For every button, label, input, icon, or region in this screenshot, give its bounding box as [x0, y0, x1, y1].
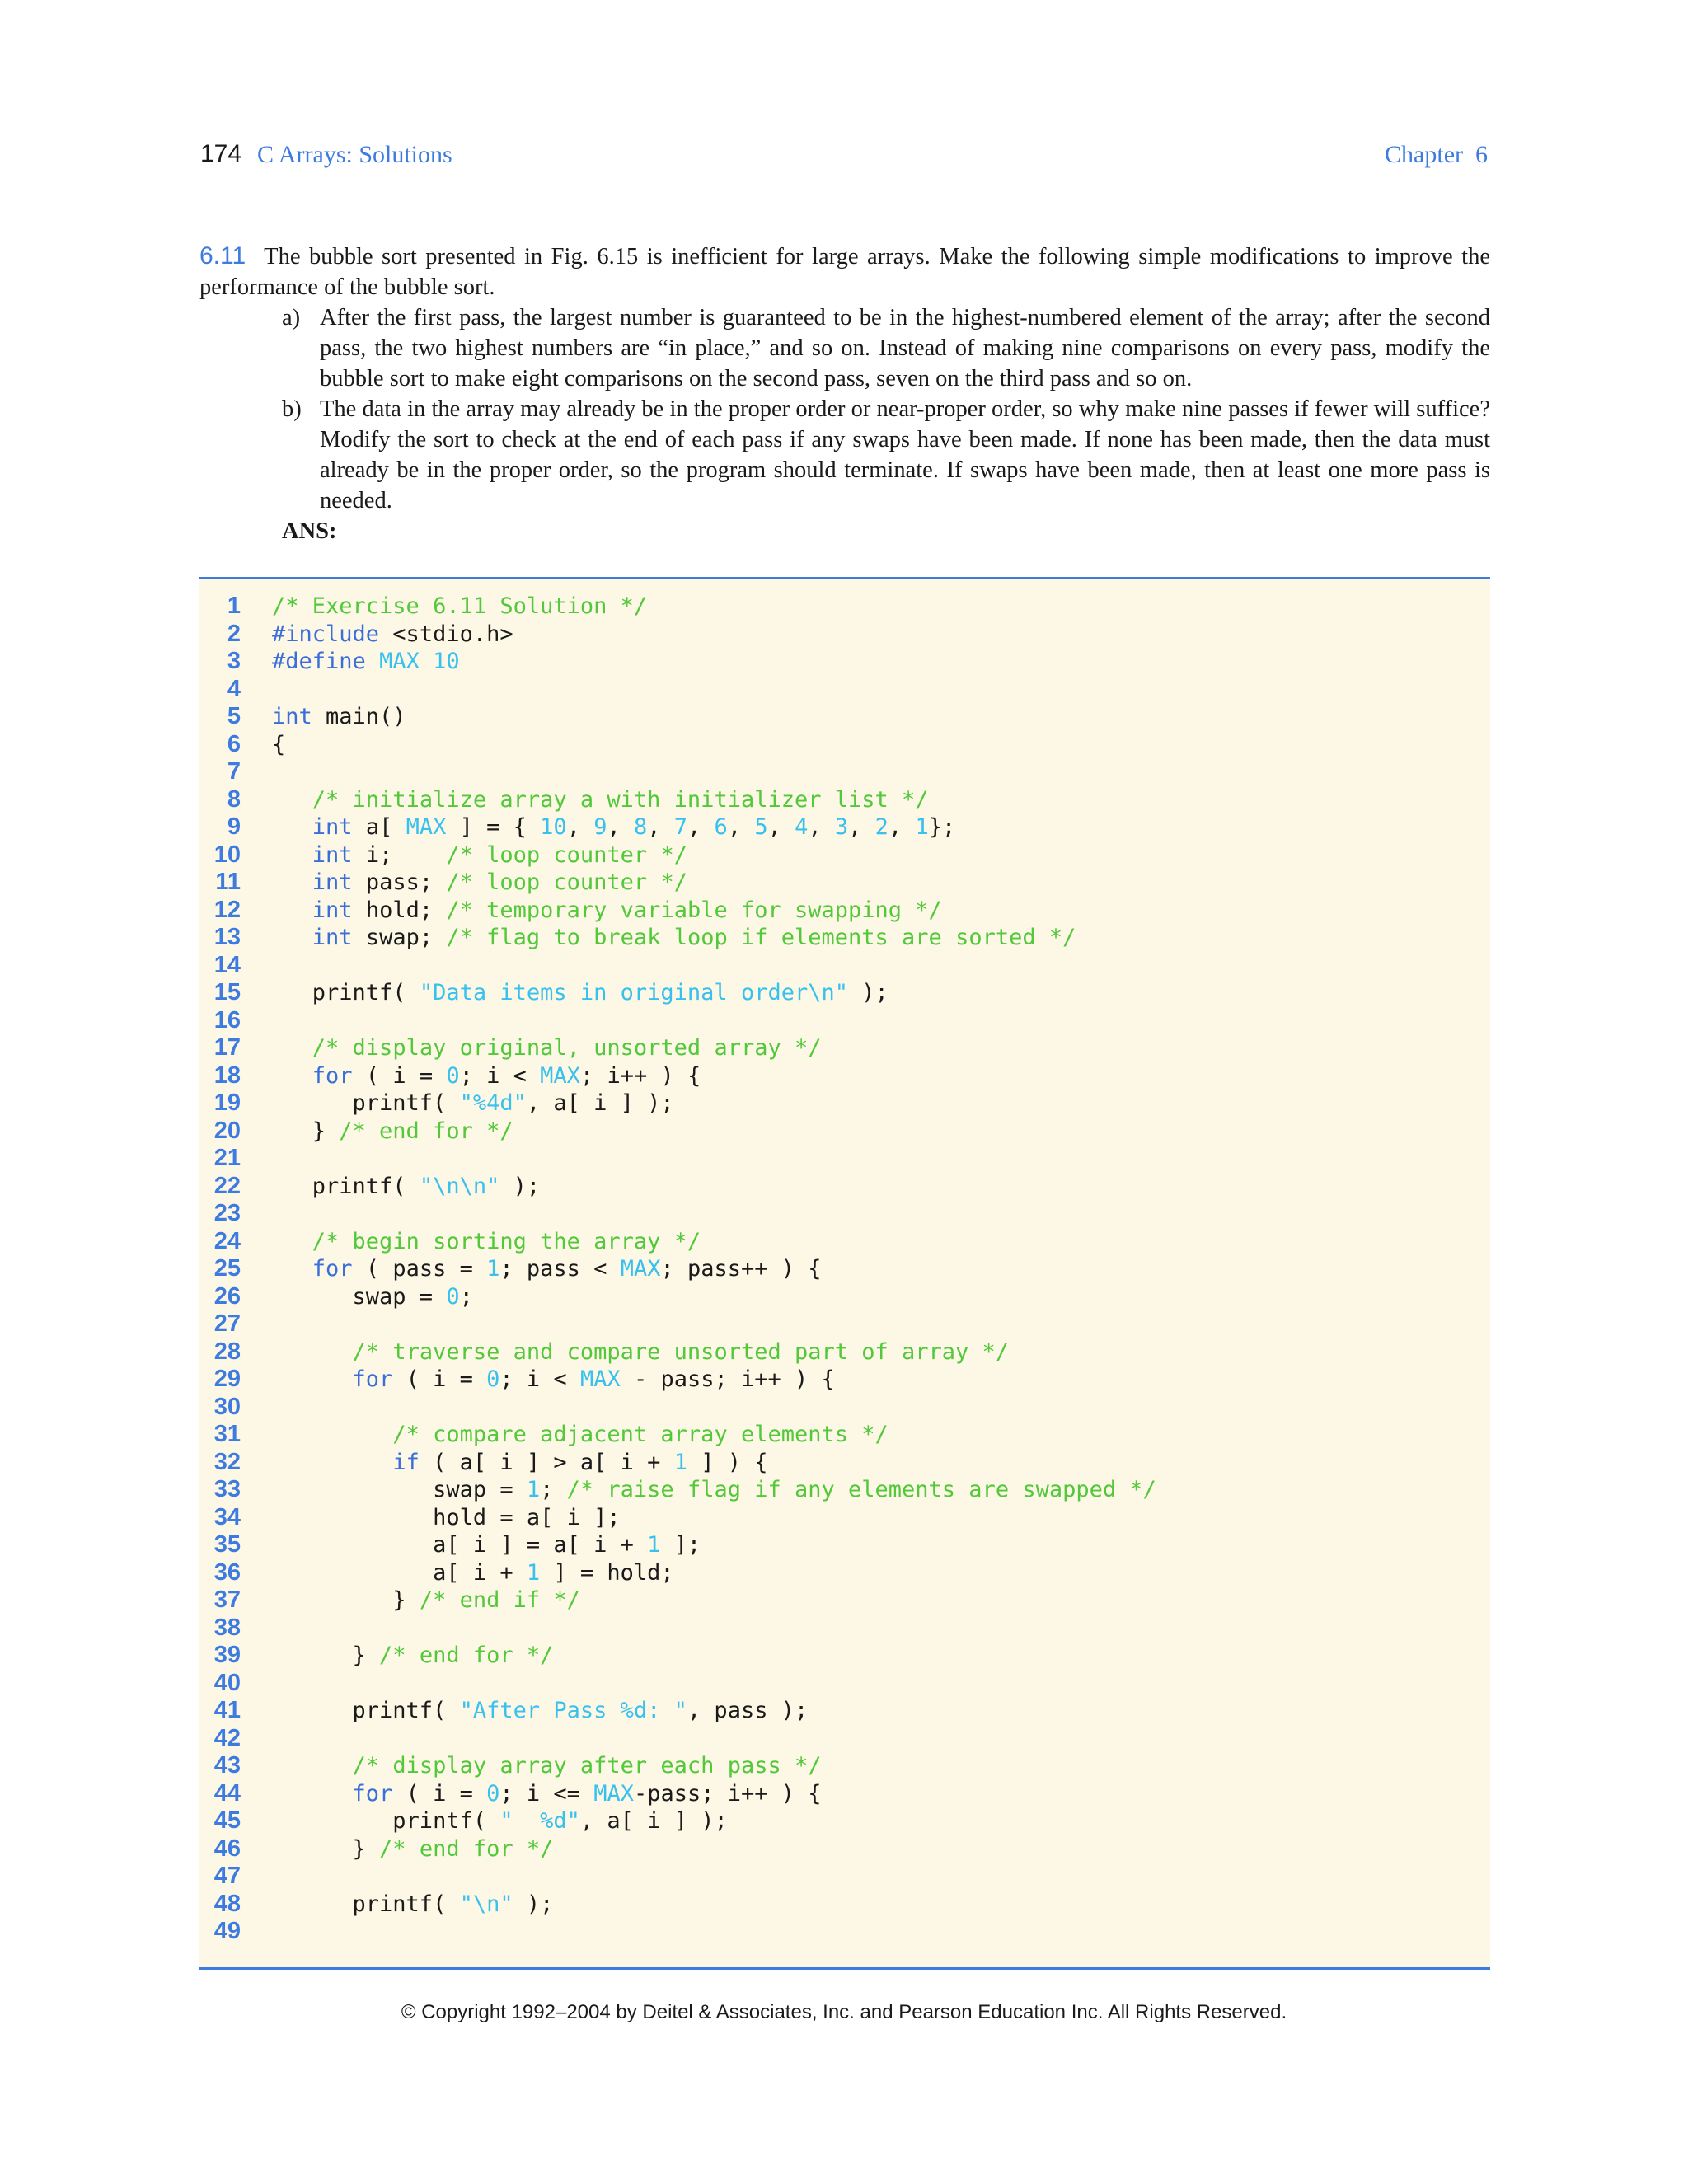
code-token: swap;	[352, 925, 447, 950]
line-number: 21	[213, 1145, 241, 1171]
code-text	[272, 1586, 580, 1615]
code-line	[199, 1835, 1490, 1863]
code-token: a[	[352, 814, 406, 840]
code-token: MAX	[540, 1062, 580, 1089]
code-token: ; i <=	[499, 1780, 594, 1807]
code-token: printf(	[272, 1090, 460, 1116]
code-token: int	[312, 925, 353, 950]
code-text	[272, 703, 406, 731]
code-line	[199, 1394, 1490, 1422]
code-token: ( i =	[392, 1366, 487, 1392]
line-number: 33	[213, 1476, 241, 1502]
code-token: {	[272, 731, 286, 757]
line-number: 39	[213, 1642, 241, 1668]
line-number: 44	[213, 1779, 241, 1807]
code-token: , a[ i ] );	[579, 1808, 728, 1834]
line-number: 13	[213, 924, 241, 950]
code-token	[272, 1366, 353, 1392]
line-number: 9	[227, 813, 241, 840]
exercise-6-11	[199, 241, 1490, 546]
code-line	[199, 648, 1490, 676]
code-token: 0	[446, 1062, 460, 1089]
line-number: 6	[227, 730, 241, 757]
code-text	[272, 1697, 808, 1725]
code-line	[199, 1918, 1490, 1946]
line-number: 19	[213, 1090, 241, 1116]
code-token: ( pass =	[352, 1256, 487, 1282]
code-line	[199, 1586, 1490, 1615]
code-token: if	[392, 1449, 420, 1475]
code-token: a[ i +	[272, 1559, 527, 1586]
code-token: /* display array after each pass */	[352, 1753, 822, 1779]
code-token	[272, 869, 312, 895]
exercise-part	[199, 394, 1490, 516]
code-token: /* display original, unsorted array */	[312, 1035, 822, 1061]
code-text	[272, 1421, 889, 1449]
code-token: ; pass <	[499, 1256, 621, 1282]
code-line	[199, 1007, 1490, 1035]
code-text	[272, 731, 285, 759]
code-token: "Data items in original order\n"	[419, 980, 848, 1005]
code-token: " %d"	[499, 1808, 580, 1834]
code-text	[272, 924, 1076, 952]
code-token: 1	[915, 814, 929, 840]
exercise-intro-text: The bubble sort presented in Fig. 6.15 is inefficient for large arrays. Make the following simple modifications to improve the performance of the bubble sort.	[199, 244, 1490, 300]
code-token: MAX	[579, 1366, 621, 1392]
code-line	[199, 676, 1490, 704]
code-token	[272, 1339, 353, 1365]
code-line	[199, 1642, 1490, 1670]
page-number: 174	[200, 140, 242, 167]
code-token: for	[352, 1366, 393, 1392]
code-token: /* flag to break loop if elements are sorted */	[446, 925, 1076, 950]
code-line	[199, 1283, 1490, 1311]
code-line	[199, 621, 1490, 649]
code-token: ;	[459, 1283, 473, 1310]
code-line	[199, 731, 1490, 759]
code-text	[272, 786, 929, 814]
code-line	[199, 593, 1490, 621]
answer-label: ANS:	[282, 518, 337, 544]
code-token: - pass; i++ ) {	[620, 1366, 835, 1392]
code-token: /* compare adjacent array elements */	[392, 1422, 889, 1447]
line-number: 42	[213, 1724, 241, 1751]
code-line	[199, 924, 1490, 952]
code-token: MAX	[593, 1780, 634, 1807]
code-line	[199, 1034, 1490, 1062]
code-token: 1	[526, 1559, 541, 1586]
code-line	[199, 1338, 1490, 1366]
code-line	[199, 979, 1490, 1007]
code-token	[272, 1450, 392, 1475]
code-token: /* end for */	[339, 1118, 513, 1144]
code-token: ( a[ i ] > a[ i +	[419, 1449, 674, 1475]
code-line	[199, 1807, 1490, 1835]
code-token	[272, 787, 312, 813]
line-number: 5	[227, 703, 241, 729]
code-token: 0	[446, 1283, 460, 1310]
code-token: /* initialize array a with initializer list */	[312, 786, 929, 813]
code-token: ,	[647, 814, 674, 840]
code-line	[199, 1173, 1490, 1201]
code-token: hold = a[ i ];	[272, 1504, 621, 1530]
line-number: 12	[213, 896, 241, 923]
code-token: int	[312, 897, 353, 923]
line-number: 7	[227, 758, 241, 785]
line-number: 22	[213, 1172, 241, 1199]
line-number: 11	[215, 869, 241, 895]
code-text	[272, 1752, 822, 1780]
code-token: for	[352, 1780, 393, 1807]
line-number: 26	[213, 1282, 241, 1310]
code-token: i;	[352, 841, 447, 868]
exercise-part	[199, 302, 1490, 394]
code-text	[272, 1034, 822, 1062]
code-token	[272, 1422, 392, 1447]
code-line	[199, 1476, 1490, 1504]
line-number: 32	[213, 1448, 241, 1475]
line-number: 17	[213, 1034, 241, 1061]
code-text	[272, 1780, 822, 1808]
code-token: int	[272, 704, 312, 729]
code-token: ];	[660, 1532, 701, 1558]
code-token: /* Exercise 6.11 Solution */	[272, 593, 648, 619]
code-token: 0	[486, 1780, 500, 1807]
code-token: MAX	[406, 814, 447, 840]
code-token: <stdio.h>	[379, 621, 513, 647]
code-token: , pass );	[687, 1698, 809, 1723]
code-text	[272, 1255, 822, 1283]
code-token: }	[272, 1587, 420, 1613]
code-line	[199, 703, 1490, 731]
line-number: 20	[213, 1117, 241, 1144]
code-token: ,	[727, 814, 755, 840]
code-text	[272, 1642, 553, 1670]
line-number: 45	[213, 1807, 241, 1834]
code-text	[272, 869, 687, 897]
code-line	[199, 1200, 1490, 1228]
code-token: }	[272, 1835, 380, 1862]
code-token: MAX	[620, 1256, 661, 1282]
line-number: 46	[213, 1835, 241, 1862]
code-line	[199, 1891, 1490, 1919]
code-token	[272, 925, 312, 950]
code-token: printf(	[272, 1698, 460, 1723]
code-token: ; i <	[459, 1062, 541, 1089]
code-token: 0	[486, 1366, 500, 1392]
code-text	[272, 1228, 701, 1256]
line-number: 38	[213, 1614, 241, 1641]
code-line	[199, 1449, 1490, 1477]
code-token: "%4d"	[459, 1090, 527, 1116]
code-token: "\n"	[459, 1891, 513, 1917]
code-token: /* traverse and compare unsorted part of array */	[352, 1338, 1010, 1365]
line-number: 4	[227, 675, 241, 702]
code-token: for	[312, 1256, 353, 1282]
line-number: 48	[213, 1890, 241, 1917]
code-token: ] = hold;	[540, 1559, 674, 1586]
code-line	[199, 1310, 1490, 1338]
line-number: 31	[213, 1421, 241, 1447]
code-token: /* end for */	[379, 1643, 554, 1668]
code-token: 1	[486, 1256, 500, 1282]
code-token: 7	[673, 814, 688, 840]
code-token: hold;	[352, 897, 447, 923]
code-token: 3	[834, 814, 849, 840]
code-token: printf(	[272, 1891, 460, 1917]
code-token: ,	[808, 814, 835, 840]
code-line	[199, 1559, 1490, 1587]
code-token: #define	[272, 649, 366, 674]
code-line	[199, 952, 1490, 980]
code-token: 1	[647, 1532, 661, 1558]
code-token: for	[312, 1062, 353, 1089]
code-token: /* raise flag if any elements are swapped */	[566, 1477, 1156, 1502]
code-line	[199, 1780, 1490, 1808]
code-token: }	[272, 1643, 380, 1668]
line-number: 8	[227, 785, 241, 813]
code-text	[272, 593, 647, 621]
code-line	[199, 1145, 1490, 1173]
code-line	[199, 786, 1490, 814]
line-number: 41	[213, 1697, 241, 1723]
code-token: int	[312, 814, 353, 840]
line-number: 47	[213, 1863, 241, 1889]
code-token: ,	[888, 814, 916, 840]
code-token: 2	[874, 814, 889, 840]
code-token: ( i =	[352, 1062, 447, 1089]
code-line	[199, 1118, 1490, 1146]
code-token: ,	[607, 814, 634, 840]
code-token: 10	[540, 814, 567, 840]
code-token: MAX 10	[379, 649, 460, 674]
line-number: 1	[227, 593, 241, 619]
exercise-part-marker: b)	[282, 396, 302, 422]
code-line	[199, 1062, 1490, 1090]
code-listing	[199, 577, 1490, 1970]
line-number: 27	[213, 1310, 241, 1337]
code-token: ( i =	[392, 1780, 487, 1807]
exercise-number: 6.11	[199, 242, 246, 269]
code-token	[272, 842, 312, 868]
code-token: ,	[566, 814, 594, 840]
line-number: 14	[213, 951, 241, 978]
exercise-part-text: The data in the array may already be in the proper order or near-proper order, so why make nine passes if fewer will suffice? Modify the sort to check at the end of each pass if any swaps have been made. If none has been made, then the data must already be in the proper order, so the program should terminate. If swaps have been made, then at least one more pass is needed.	[320, 396, 1490, 513]
line-number: 24	[213, 1227, 241, 1254]
code-token: ; pass++ ) {	[660, 1256, 822, 1282]
code-text	[272, 1366, 835, 1394]
code-line	[199, 1421, 1490, 1449]
code-text	[272, 841, 687, 869]
code-line	[199, 1725, 1490, 1753]
code-text	[272, 813, 955, 841]
code-token: int	[312, 841, 353, 868]
code-token: ,	[687, 814, 715, 840]
code-token: , a[ i ] );	[526, 1090, 674, 1116]
code-token: 1	[526, 1477, 541, 1502]
code-text	[272, 1807, 728, 1835]
code-text	[272, 1090, 674, 1118]
code-token: ;	[540, 1477, 567, 1502]
code-token: printf(	[272, 980, 420, 1005]
code-token	[366, 649, 379, 674]
code-token: ; i++ ) {	[579, 1062, 701, 1089]
line-number: 40	[213, 1669, 241, 1696]
line-number: 29	[213, 1366, 241, 1392]
code-text	[272, 1338, 1009, 1366]
code-token	[272, 1781, 353, 1807]
code-token: 4	[795, 814, 809, 840]
code-text	[272, 1173, 540, 1201]
line-number: 10	[213, 841, 241, 868]
line-number: 16	[213, 1006, 241, 1033]
code-token: ] = {	[446, 814, 541, 840]
code-token: printf(	[272, 1808, 500, 1834]
code-token: /* loop counter */	[446, 841, 687, 868]
line-number: 28	[213, 1338, 241, 1365]
code-line	[199, 897, 1490, 925]
code-line	[199, 1752, 1490, 1780]
running-chapter: Chapter 6	[1385, 141, 1488, 168]
code-text	[272, 979, 889, 1007]
code-text	[272, 1891, 553, 1919]
code-token: 5	[754, 814, 768, 840]
code-token	[272, 1063, 312, 1089]
code-token: "\n\n"	[419, 1173, 500, 1199]
code-token: );	[847, 980, 889, 1005]
line-number: 36	[213, 1558, 241, 1586]
code-token	[272, 1256, 312, 1282]
code-token: /* begin sorting the array */	[312, 1228, 701, 1254]
line-number: 43	[213, 1752, 241, 1779]
code-token: "After Pass %d: "	[459, 1698, 687, 1723]
code-lines	[199, 593, 1490, 1946]
code-text	[272, 1449, 768, 1477]
line-number: 23	[213, 1200, 241, 1226]
line-number: 2	[227, 620, 241, 647]
code-text	[272, 648, 460, 676]
code-token: ; i <	[499, 1366, 580, 1392]
code-line	[199, 841, 1490, 869]
code-token: main()	[312, 704, 406, 729]
line-number: 15	[213, 979, 241, 1005]
code-line	[199, 869, 1490, 897]
code-line	[199, 1863, 1490, 1891]
code-token: 1	[673, 1449, 687, 1475]
code-text	[272, 1062, 701, 1090]
code-token	[272, 898, 312, 923]
line-number: 35	[213, 1531, 241, 1558]
exercise-intro	[199, 241, 1490, 302]
line-number: 37	[213, 1586, 241, 1613]
code-text	[272, 1559, 674, 1587]
code-text	[272, 1283, 473, 1311]
code-line	[199, 1255, 1490, 1283]
code-line	[199, 758, 1490, 786]
code-token: /* loop counter */	[446, 869, 687, 895]
code-line	[199, 1090, 1490, 1118]
code-text	[272, 1504, 621, 1532]
line-number: 25	[213, 1255, 241, 1282]
code-line	[199, 1504, 1490, 1532]
code-text	[272, 1531, 701, 1559]
code-token: }	[272, 1118, 340, 1144]
code-token	[272, 814, 312, 840]
code-token: /* end for */	[379, 1835, 554, 1862]
code-token: /* temporary variable for swapping */	[446, 897, 942, 923]
code-token: -pass; i++ ) {	[633, 1780, 822, 1807]
code-token: int	[312, 869, 353, 895]
code-token: ,	[848, 814, 875, 840]
code-line	[199, 1366, 1490, 1394]
copyright-notice: © Copyright 1992–2004 by Deitel & Associates, Inc. and Pearson Education Inc. All Rights Reserved.	[401, 2001, 1287, 2023]
running-title: C Arrays: Solutions	[257, 141, 452, 168]
line-number: 49	[213, 1918, 241, 1944]
code-token: 8	[633, 814, 648, 840]
code-token	[272, 1035, 312, 1061]
line-number: 3	[227, 648, 241, 674]
code-token: /* end if */	[419, 1587, 580, 1613]
code-token: 9	[593, 814, 607, 840]
code-text	[272, 621, 513, 649]
code-token: pass;	[352, 869, 447, 895]
exercise-part-text: After the first pass, the largest number is guaranteed to be in the highest-numbered element of the array; after the second pass, the two highest numbers are “in place,” and so on. Instead of making nine comparisons on every pass, modify the bubble sort to make eight comparisons on the second pass, seven on the third pass and so on.	[320, 305, 1490, 391]
code-token: );	[499, 1173, 541, 1199]
code-line	[199, 1228, 1490, 1256]
code-line	[199, 1531, 1490, 1559]
code-token: ] ) {	[687, 1449, 768, 1475]
code-text	[272, 1476, 1156, 1504]
code-token: swap =	[272, 1283, 447, 1310]
code-token: );	[513, 1891, 554, 1917]
code-token	[272, 1753, 353, 1779]
exercise-part-marker: a)	[282, 305, 301, 330]
code-line	[199, 1615, 1490, 1643]
code-token	[272, 1229, 312, 1254]
code-text	[272, 1118, 513, 1146]
line-number: 34	[213, 1503, 241, 1530]
exercise-parts	[199, 302, 1490, 516]
code-line	[199, 1670, 1490, 1698]
code-token: ,	[767, 814, 795, 840]
code-token: a[ i ] = a[ i +	[272, 1532, 648, 1558]
code-token: 6	[714, 814, 728, 840]
code-token: #include	[272, 621, 380, 647]
code-text	[272, 897, 942, 925]
code-token: };	[928, 814, 956, 840]
code-token: swap =	[272, 1477, 527, 1502]
line-number: 18	[213, 1062, 241, 1089]
code-token: printf(	[272, 1173, 420, 1199]
code-line	[199, 813, 1490, 841]
line-number: 30	[213, 1393, 241, 1420]
code-line	[199, 1697, 1490, 1725]
code-text	[272, 1835, 553, 1863]
